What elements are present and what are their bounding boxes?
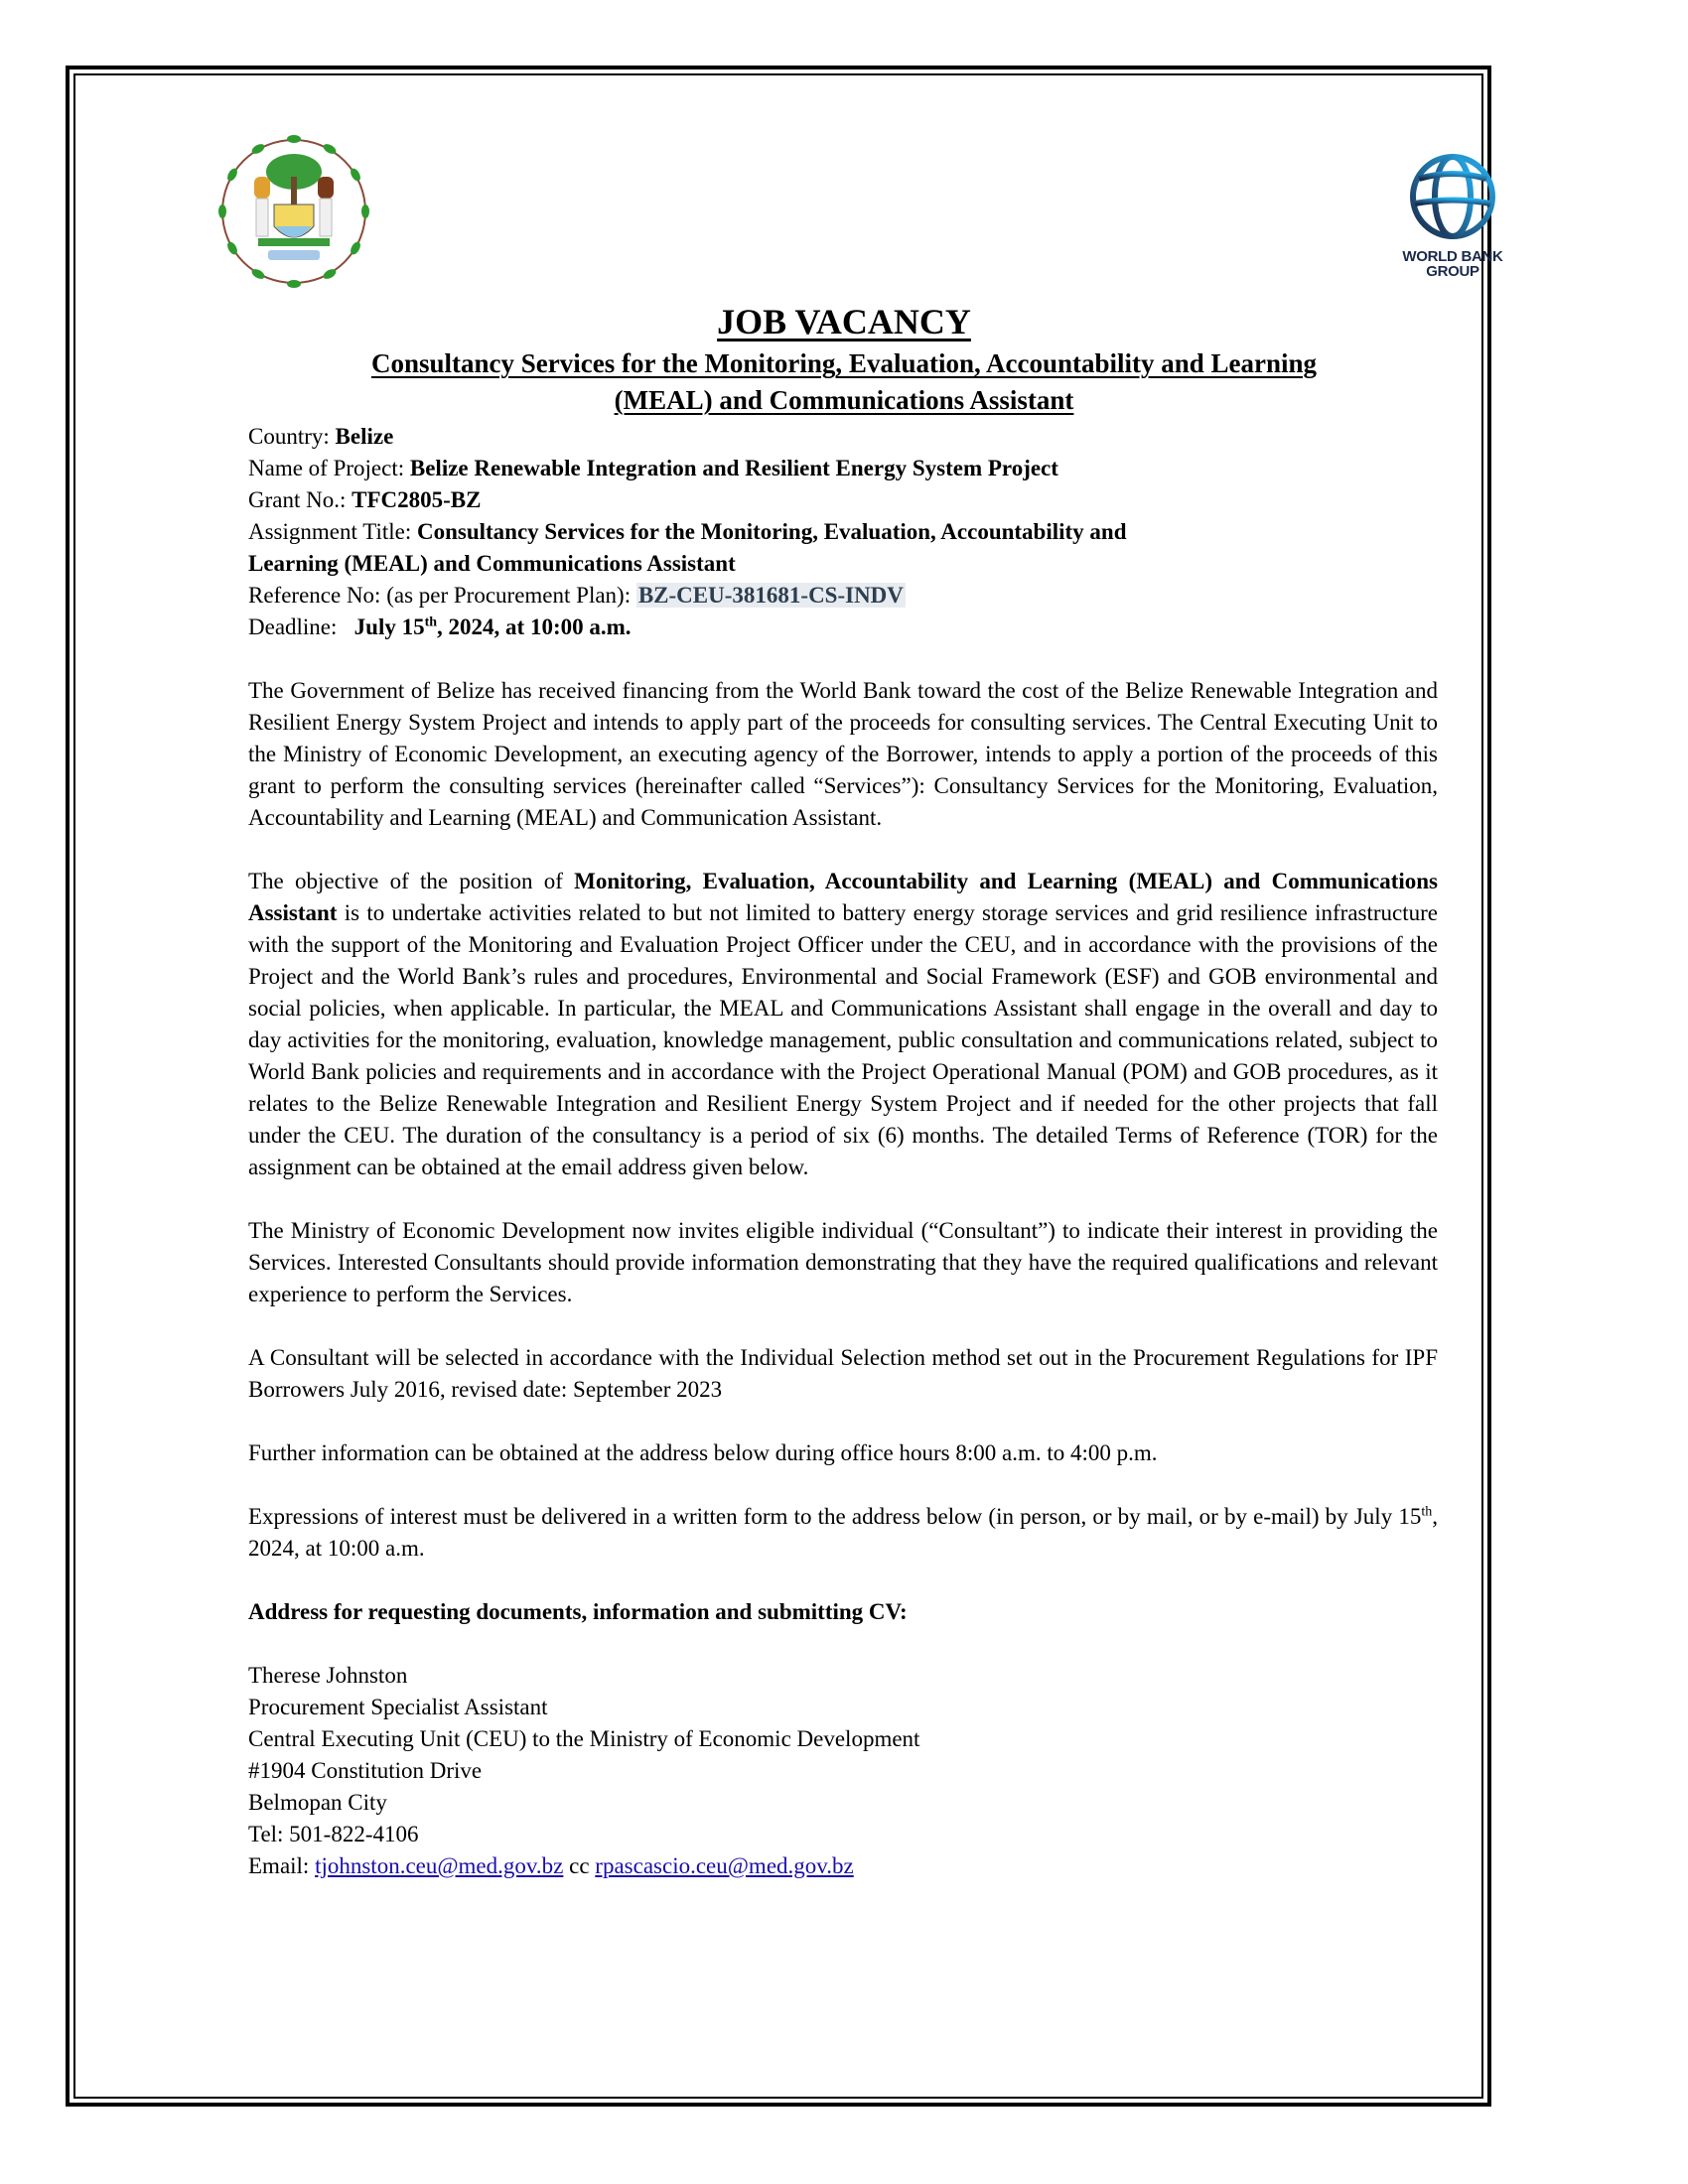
paragraph-financing: The Government of Belize has received financing from the World Bank toward the cost of the Belize Renewable Integration and Resilient Energy System Project and intends to apply part of the proceeds for consulting services. The Central Executing Unit to the Ministry of Economic Development, an executing agency of the Borrower, intends to apply a portion of the proceeds of this grant to perform the consulting services (hereinafter called “Services”): Consultancy Services for the Monitoring, Evaluation, Accountability and Learning (MEAL) and Communication Assistant. — [248, 678, 1438, 830]
email-label: Email: — [248, 1853, 316, 1878]
subtitle-line2: (MEAL) and Communications Assistant — [614, 385, 1074, 415]
reference-label: Reference No: (as per Procurement Plan): — [248, 583, 636, 608]
contact-position: Procurement Specialist Assistant — [248, 1695, 548, 1719]
grant-value: TFC2805-BZ — [352, 487, 482, 512]
email-cc-label: cc — [563, 1853, 596, 1878]
deadline-date: July 15 — [353, 614, 425, 639]
contact-city: Belmopan City — [248, 1790, 387, 1815]
deadline-ordinal: th — [424, 614, 438, 630]
address-heading — [248, 1596, 1438, 1628]
world-bank-text-line1: WORLD BANK — [1402, 248, 1503, 265]
paragraph-selection-method: A Consultant will be selected in accordance with the Individual Selection method set out in the Procurement Regulations for IPF Borrowers July 2016, revised date: September 2023 — [248, 1345, 1438, 1402]
meta-deadline — [248, 612, 1438, 643]
deadline-time: , 2024, at 10:00 a.m. — [437, 614, 632, 639]
project-label: Name of Project: — [248, 456, 410, 480]
contact-tel: Tel: 501-822-4106 — [248, 1822, 419, 1846]
country-value: Belize — [335, 424, 394, 449]
submission-ordinal: th — [1421, 1504, 1433, 1520]
paragraph-invitation: The Ministry of Economic Development now invites eligible individual (“Consultant”) to indicate their interest in providing the Services. Interested Consultants should provide information demonstrating that they have the required qualifications and relevant experience to perform the Services. — [248, 1218, 1438, 1306]
contact-name: Therese Johnston — [248, 1663, 408, 1688]
objective-position-title: Monitoring, Evaluation, Accountability and Learning (MEAL) and Communications Assistant — [248, 869, 1439, 925]
paragraph-submission — [248, 1501, 1438, 1565]
meta-grant — [248, 484, 1438, 516]
paragraph-objective — [248, 866, 1438, 1183]
assignment-value-line1: Consultancy Services for the Monitoring, Evaluation, Accountability and — [416, 519, 1127, 544]
world-bank-globe-icon — [1405, 149, 1500, 244]
belize-coat-of-arms-logo — [211, 127, 377, 296]
assignment-label: Assignment Title: — [248, 519, 417, 544]
deadline-label: Deadline: — [248, 614, 354, 639]
world-bank-text-line2: GROUP — [1426, 263, 1479, 280]
contact-street: #1904 Constitution Drive — [248, 1758, 483, 1783]
objective-intro: The objective of the position of — [248, 869, 575, 893]
subtitle-line1: Consultancy Services for the Monitoring, Evaluation, Accountability and Learning — [370, 348, 1318, 378]
assignment-value-line2: Learning (MEAL) and Communications Assistant — [248, 551, 736, 576]
objective-details: is to undertake activities related to but not limited to battery energy storage services and grid resilience infrastructure with the support of the Monitoring and Evaluation Project Officer under the CEU, and in accordance with the provisions of the Project and the World Bank’s rules and procedures, Environmental and Social Framework (ESF) and GOB environmental and social policies, when applicable. In particular, the MEAL and Communications Assistant shall engage in the overall and day to day activities for the monitoring, evaluation, knowledge management, public consultation and communications related, subject to World Bank policies and requirements and in accordance with the Project Operational Manual (POM) and GOB procedures, as it relates to the Belize Renewable Integration and Resilient Energy System Project and if needed for the other projects that fall under the CEU. The duration of the consultancy is a period of six (6) months. The detailed Terms of Reference (TOR) for the assignment can be obtained at the email address given below. — [248, 900, 1438, 1179]
page-subtitle — [248, 345, 1440, 419]
page-title: JOB VACANCY — [717, 302, 971, 341]
meta-project — [248, 453, 1438, 484]
meta-reference — [248, 580, 1438, 612]
paragraph-office-hours: Further information can be obtained at the address below during office hours 8:00 a.m. to 4:00 p.m. — [248, 1440, 1158, 1465]
world-bank-group-logo — [1388, 149, 1517, 298]
reference-value: BZ-CEU-381681-CS-INDV — [637, 583, 904, 608]
contact-email-line — [248, 1850, 1438, 1882]
meta-country — [248, 421, 1438, 453]
grant-label: Grant No.: — [248, 487, 352, 512]
submission-text: Expressions of interest must be delivered in a written form to the address below (in person, or by mail, or by e-mail) by July 15 — [248, 1504, 1422, 1529]
email-primary-link[interactable]: tjohnston.ceu@med.gov.bz — [315, 1853, 564, 1878]
email-cc-link[interactable]: rpascascio.ceu@med.gov.bz — [595, 1853, 854, 1878]
submission-time: , 2024, at 10:00 a.m. — [248, 1504, 1438, 1561]
document-body — [248, 421, 1438, 1882]
address-heading-text: Address for requesting documents, information and submitting CV: — [248, 1599, 908, 1624]
country-label: Country: — [248, 424, 336, 449]
deadline-value — [354, 614, 632, 639]
project-value: Belize Renewable Integration and Resilient Energy System Project — [409, 456, 1058, 480]
contact-unit: Central Executing Unit (CEU) to the Ministry of Economic Development — [248, 1726, 920, 1751]
meta-assignment — [248, 516, 1438, 580]
belize-coat-of-arms-icon — [211, 127, 377, 296]
contact-block — [248, 1660, 1438, 1882]
